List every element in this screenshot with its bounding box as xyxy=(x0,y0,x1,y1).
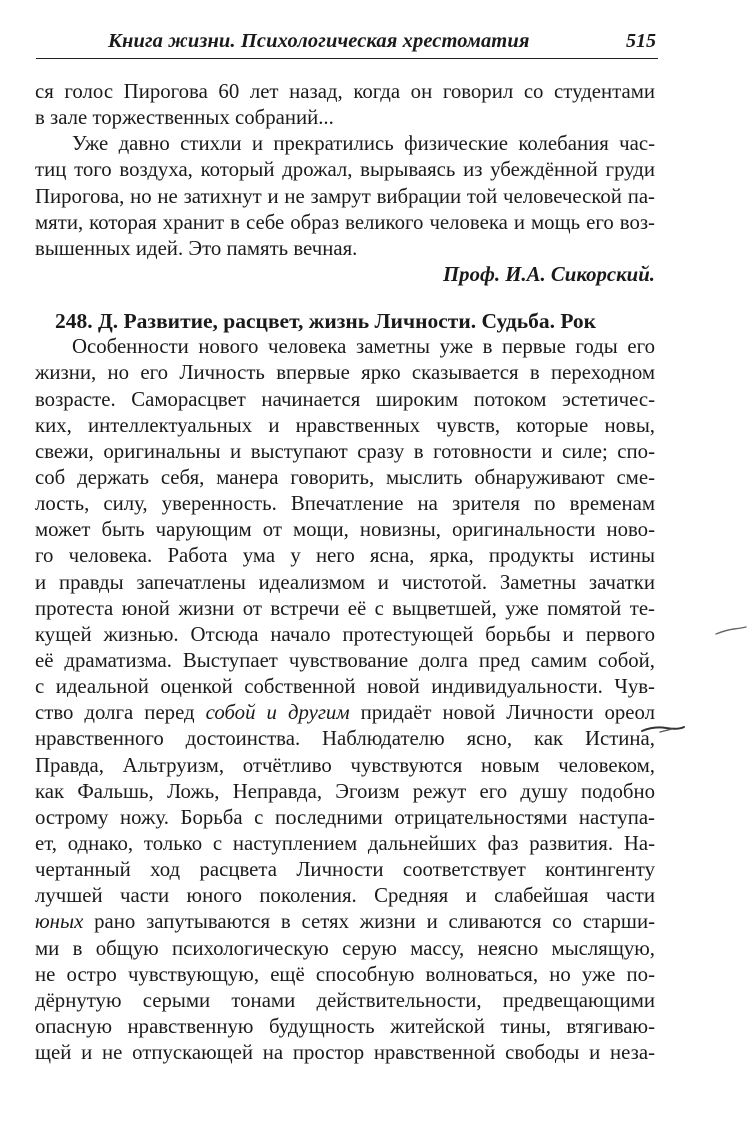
text-line: чертанный ход расцвета Личности соответствует контингенту xyxy=(35,858,655,882)
text-line: с идеальной оценкой собственной новой индивидуальности. Чув- xyxy=(35,675,655,699)
text-line: ся голос Пирогова 60 лет назад, когда он говорил со студентами xyxy=(35,80,655,103)
text-line: соб держать себя, манера говорить, мыслить обнаруживают сме- xyxy=(35,465,655,489)
text-line-emphasis xyxy=(35,909,655,935)
text-line: лучшей части юного поколения. Средняя и слабейшая части xyxy=(35,884,655,908)
running-title: Книга жизни. Психологическая хрестоматия xyxy=(108,30,530,52)
text-fragment: придаёт новой Личности ореол xyxy=(349,701,655,725)
text-line: её драматизма. Выступает чувствование долга пред самим собой, xyxy=(35,648,655,672)
text-line: Уже давно стихли и прекратились физические колебания час- xyxy=(72,132,655,156)
text-line: жизни, но его Личность впервые ярко сказывается в переходном xyxy=(35,361,655,385)
text-line: Пирогова, но не затихнут и не замрут вибрации той человеческой па- xyxy=(35,184,655,208)
text-fragment: ство долга перед xyxy=(35,701,206,725)
page-number: 515 xyxy=(626,30,656,52)
text-line: в зале торжественных собраний... xyxy=(35,106,334,130)
running-header xyxy=(36,26,658,62)
page-body xyxy=(35,79,655,1066)
text-fragment: рано запутываются в сетях жизни и сливаются со старши- xyxy=(83,910,655,934)
text-line: го человека. Работа ума у него ясна, ярка, продукты истины xyxy=(35,544,655,568)
text-line: тиц того воздуха, который дрожал, вырываясь из убеждённой груди xyxy=(35,158,655,182)
section-gap xyxy=(35,288,655,308)
text-line: не остро чувствующую, ещё способную волноваться, но уже по- xyxy=(35,962,655,986)
text-line: ет, однако, только с наступлением дальнейших фаз развития. На- xyxy=(35,831,655,855)
text-line: возрасте. Саморасцвет начинается широким потоком эстетичес- xyxy=(35,387,655,411)
text-line: дёрнутую серыми тонами действительности, предвещающими xyxy=(35,988,655,1012)
text-line: Правда, Альтруизм, отчётливо чувствуются новым человеком, xyxy=(35,753,655,777)
text-line-emphasis xyxy=(35,700,655,726)
text-line: Особенности нового человека заметны уже в первые годы его xyxy=(72,335,655,359)
text-line: ми в общую психологическую серую массу, неясно мыслящую, xyxy=(35,936,655,960)
margin-pen-mark xyxy=(640,720,686,738)
text-line: и правды запечатлены идеализмом и чистотой. Заметны зачатки xyxy=(35,570,655,594)
emphasized-phrase: собой и другим xyxy=(205,701,350,725)
header-rule xyxy=(36,58,658,59)
text-line: опасную нравственную будущность житейской тины, втягиваю- xyxy=(35,1014,655,1038)
text-line: острому ножу. Борьба с последними отрицательностями наступа- xyxy=(35,805,655,829)
text-line: кущей жизнью. Отсюда начало протестующей борьбы и первого xyxy=(35,622,655,646)
text-line: щей и не отпускающей на простор нравственной свободы и неза- xyxy=(35,1041,655,1065)
text-line: лость, силу, уверенность. Впечатление на зрителя по временам xyxy=(35,492,655,516)
text-line: протеста юной жизни от встречи её с выцветшей, уже помятой те- xyxy=(35,596,655,620)
text-line: ких, интеллектуальных и нравственных чувств, которые новы, xyxy=(35,413,655,437)
text-line: свежи, оригинальны и выступают сразу в готовности и силе; спо- xyxy=(35,439,655,463)
text-line: нравственного достоинства. Наблюдателю ясно, как Истина, xyxy=(35,727,655,751)
section-heading: 248. Д. Развитие, расцвет, жизнь Личности. Судьба. Рок xyxy=(55,309,597,334)
text-line: как Фальшь, Ложь, Неправда, Эгоизм режут его душу подобно xyxy=(35,779,655,803)
text-line: может быть чарующим от мощи, новизны, оригинальности ново- xyxy=(35,518,655,542)
text-line: мяти, которая хранит в себе образ великого человека и мощь его воз- xyxy=(35,210,655,234)
author-signature: Проф. И.А. Сикорский. xyxy=(443,262,655,286)
emphasized-phrase: юных xyxy=(35,910,84,934)
margin-pen-mark xyxy=(714,624,748,638)
text-line: вышенных идей. Это память вечная. xyxy=(35,236,358,260)
